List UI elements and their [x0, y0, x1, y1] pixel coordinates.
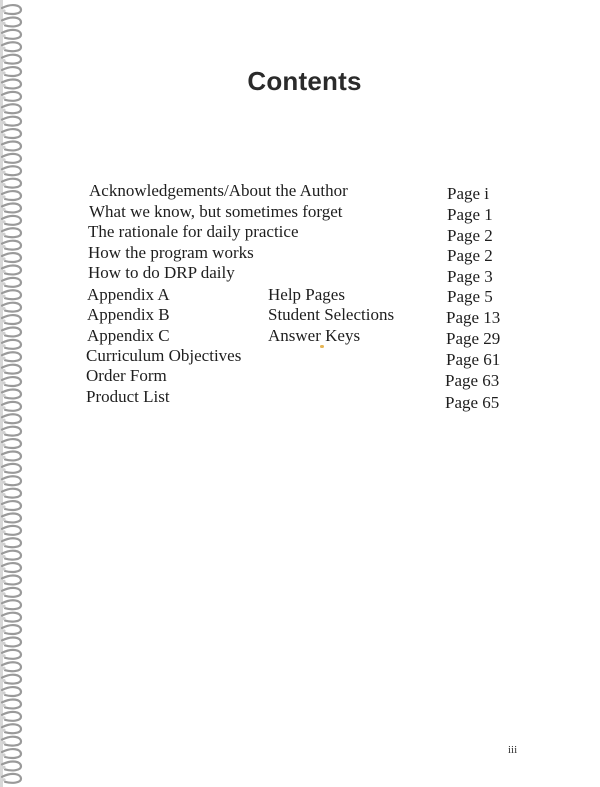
coil-loop [2, 489, 21, 498]
coil-loop [2, 18, 21, 27]
coil-loop [2, 129, 21, 138]
binding-hole [2, 741, 5, 744]
toc-entry [0, 346, 600, 368]
binding-hole [2, 468, 5, 471]
coil-loop [2, 700, 21, 709]
binding-hole [2, 431, 5, 434]
coil-loop [2, 625, 21, 634]
toc-entry [0, 222, 600, 244]
toc-entry-page: Page 61 [446, 350, 501, 369]
binding-hole [2, 419, 5, 422]
toc-entry-subtitle: Student Selections [268, 305, 395, 324]
binding-hole [2, 109, 5, 112]
toc-entry-title: How the program works [88, 243, 254, 262]
toc-entry-title: Order Form [86, 366, 167, 385]
coil-loop [2, 427, 21, 436]
coil-loop [2, 576, 21, 585]
coil-loop [2, 563, 21, 572]
coil-loop [2, 687, 21, 696]
toc-entry-title: What we know, but sometimes forget [89, 202, 343, 221]
coil-loop [2, 650, 21, 659]
coil-loop [2, 613, 21, 622]
coil-loop [2, 464, 21, 473]
coil-loop [2, 476, 21, 485]
coil-loop [2, 55, 21, 64]
toc-entry-title: Acknowledgements/About the Author [89, 181, 348, 200]
binding-hole [2, 481, 5, 484]
binding-hole [2, 605, 5, 608]
coil-loop [2, 439, 21, 448]
toc-entry [0, 387, 600, 412]
toc-entry [0, 263, 600, 285]
coil-loop [2, 501, 21, 510]
binding-hole [2, 580, 5, 583]
binding-hole [2, 171, 5, 174]
binding-hole [2, 34, 5, 37]
binding-hole [2, 146, 5, 149]
coil-loop [2, 154, 21, 163]
coil-loop [2, 5, 21, 14]
coil-loop [2, 117, 21, 126]
binding-hole [2, 456, 5, 459]
toc-entry-page: Page 2 [447, 226, 493, 245]
binding-hole [2, 121, 5, 124]
binding-hole [2, 518, 5, 521]
binding-hole [2, 778, 5, 781]
coil-loop [2, 166, 21, 175]
toc-entry [0, 181, 600, 203]
binding-hole [2, 704, 5, 707]
coil-loop [2, 551, 21, 560]
binding-hole [2, 642, 5, 645]
binding-hole [2, 667, 5, 670]
binding-hole [2, 654, 5, 657]
binding-hole [2, 493, 5, 496]
coil-loop [2, 452, 21, 461]
coil-loop [2, 588, 21, 597]
coil-loop [2, 749, 21, 758]
binding-hole [2, 555, 5, 558]
binding-hole [2, 443, 5, 446]
toc-entry [0, 366, 600, 388]
toc-entry-page: Page 13 [446, 308, 501, 327]
binding-hole [2, 505, 5, 508]
coil-loop [2, 712, 21, 721]
toc-entry-title: Curriculum Objectives [86, 346, 242, 365]
toc-entry-title: The rationale for daily practice [88, 222, 299, 241]
coil-loop [2, 30, 21, 39]
toc-entry-subtitle: Help Pages [268, 285, 345, 304]
toc-entry-page: Page 29 [446, 329, 501, 348]
toc-entry-page: Page 2 [447, 246, 493, 265]
toc-entry [0, 326, 600, 348]
coil-loop [2, 600, 21, 609]
coil-loop [2, 514, 21, 523]
binding-hole [2, 567, 5, 570]
binding-hole [2, 766, 5, 769]
binding-hole [2, 530, 5, 533]
coil-loop [2, 724, 21, 733]
binding-hole [2, 22, 5, 25]
binding-hole [2, 592, 5, 595]
coil-loop [2, 142, 21, 151]
toc-entry-page: Page 65 [445, 393, 500, 412]
page-number: iii [508, 744, 518, 756]
binding-hole [2, 679, 5, 682]
toc-entry-title: How to do DRP daily [88, 263, 235, 282]
coil-loop [2, 414, 21, 423]
coil-loop [2, 104, 21, 113]
toc-entry-title: Appendix B [87, 305, 170, 324]
binding-hole [2, 47, 5, 50]
toc-entry-page: Page 1 [447, 205, 493, 224]
binding-hole [2, 691, 5, 694]
toc-entry [0, 285, 600, 307]
toc-entry-page: Page 63 [445, 371, 500, 390]
binding-hole [2, 617, 5, 620]
coil-loop [2, 662, 21, 671]
binding-hole [2, 629, 5, 632]
coil-loop [2, 538, 21, 547]
toc-entry-page: Page 5 [447, 287, 493, 306]
binding-hole [2, 59, 5, 62]
binding-hole [2, 753, 5, 756]
binding-hole [2, 133, 5, 136]
toc-entry [0, 243, 600, 265]
binding-hole [2, 729, 5, 732]
toc-entry-title: Appendix C [87, 326, 170, 345]
ink-speck [320, 345, 324, 348]
coil-loop [2, 774, 21, 783]
coil-loop [2, 638, 21, 647]
coil-loop [2, 526, 21, 535]
binding-hole [2, 9, 5, 12]
toc-entry-page: Page i [447, 184, 490, 203]
binding-hole [2, 158, 5, 161]
toc-entry [0, 305, 600, 327]
coil-loop [2, 762, 21, 771]
toc-entry-page: Page 3 [447, 267, 493, 286]
coil-loop [2, 737, 21, 746]
toc-entry [0, 202, 600, 224]
coil-loop [2, 42, 21, 51]
page-title: Contents [247, 66, 362, 96]
coil-loop [2, 675, 21, 684]
toc-entry-subtitle: Answer Keys [268, 326, 361, 345]
binding-hole [2, 716, 5, 719]
toc-entry-title: Product List [86, 387, 170, 406]
binding-hole [2, 543, 5, 546]
toc-entry-title: Appendix A [87, 285, 170, 304]
